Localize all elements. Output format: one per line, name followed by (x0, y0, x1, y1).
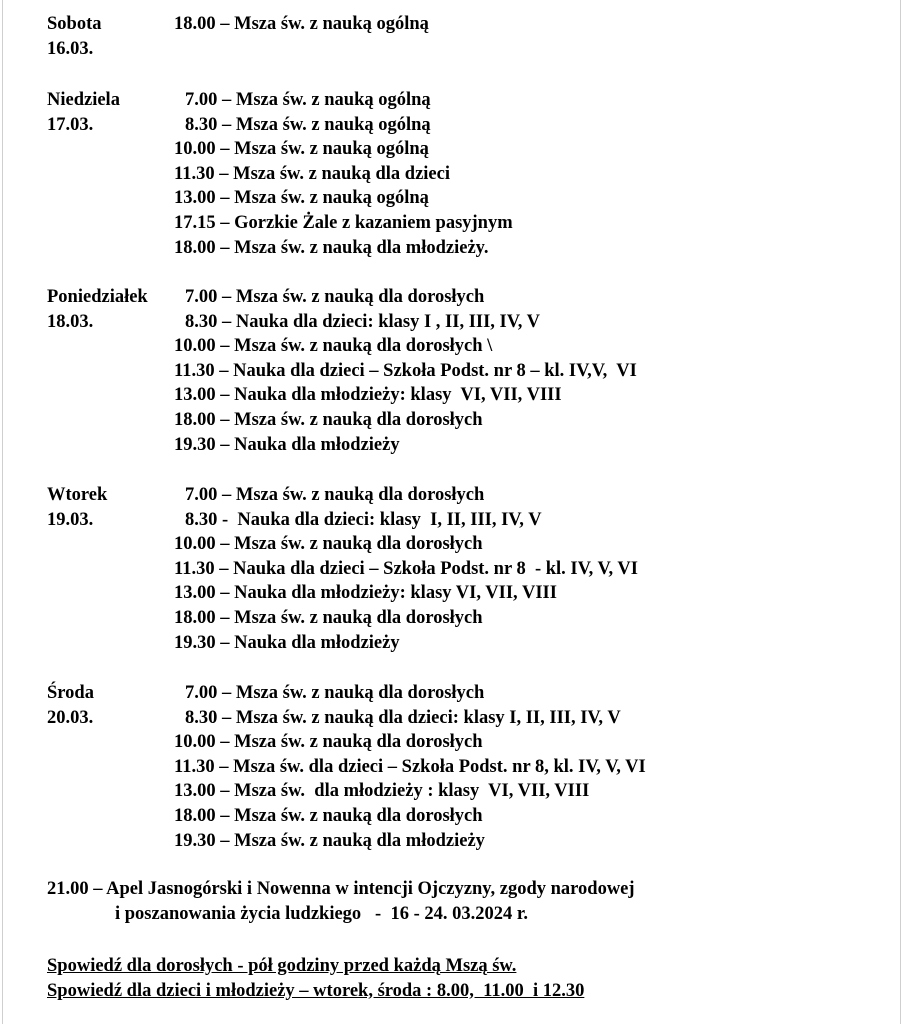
event-row (174, 383, 637, 408)
event-row (174, 755, 646, 780)
event-separator: – (217, 683, 236, 703)
day-date: 17.03. (47, 114, 94, 135)
event-time: 8.30 (185, 707, 218, 728)
event-row (174, 532, 638, 557)
event-time: 19.30 (174, 434, 216, 455)
event-row (174, 285, 637, 310)
event-text: Nauka dla dzieci: klasy I , II, III, IV, V (235, 311, 541, 332)
event-time: 18.00 (174, 409, 216, 430)
day-label (47, 285, 148, 334)
event-row (174, 113, 513, 138)
event-text: Msza św. z nauką dla młodzieży (234, 830, 485, 851)
event-row (174, 359, 637, 384)
event-separator: – (215, 385, 235, 406)
event-separator: – (215, 781, 235, 802)
event-time: 13.00 (174, 781, 216, 802)
event-row (174, 804, 646, 829)
day-name: Poniedziałek (47, 287, 148, 307)
day-name: Środa (47, 683, 94, 703)
event-time: 8.30 (185, 311, 218, 332)
event-time: 17.15 (174, 212, 216, 233)
event-text: Msza św. z nauką ogólną (234, 188, 429, 209)
event-text: Gorzkie Żale z kazaniem pasyjnym (234, 212, 513, 233)
event-row (174, 211, 513, 236)
event-time: 19.30 (174, 830, 216, 851)
event-time: 11.30 (174, 756, 215, 777)
event-time: 7.00 (185, 287, 218, 307)
event-separator: – (215, 434, 235, 455)
event-text: Msza św. dla młodzieży : klasy VI, VII, VIII (234, 781, 590, 802)
event-separator: – (215, 212, 235, 233)
event-text: Msza św. z nauką dla dorosłych (234, 732, 483, 753)
day-name: Sobota (47, 14, 102, 34)
event-row (174, 681, 646, 706)
event-row (174, 310, 637, 335)
event-row (174, 186, 513, 211)
event-separator: – (214, 558, 234, 579)
event-separator: – (215, 632, 235, 653)
event-separator: – (215, 14, 235, 34)
event-time: 11.30 (174, 163, 215, 184)
confession-adults: Spowiedź dla dorosłych - pół godziny przed każdą Mszą św. (47, 956, 517, 976)
event-time: 11.30 (174, 558, 215, 579)
event-time: 7.00 (185, 90, 218, 110)
event-row (174, 581, 638, 606)
event-time: 10.00 (174, 534, 216, 555)
event-row (174, 730, 646, 755)
event-text: Msza św. z nauką dla dzieci (233, 163, 450, 184)
day-date: 16.03. (47, 38, 94, 59)
event-time: 8.30 (185, 509, 218, 530)
event-time: 10.00 (174, 336, 216, 357)
event-separator: – (217, 90, 236, 110)
event-row (174, 12, 429, 37)
confession-children: Spowiedź dla dzieci i młodzieży – wtorek, środa : 8.00, 11.00 i 12.30 (47, 980, 585, 1001)
event-text: Msza św. z nauką dla młodzieży. (234, 237, 489, 258)
event-text: Msza św. z nauką ogólną (234, 139, 429, 160)
event-time: 8.30 (185, 114, 218, 135)
event-text: Msza św. z nauką dla dorosłych (235, 485, 485, 505)
day-date: 20.03. (47, 707, 94, 728)
event-row (174, 606, 638, 631)
event-text: Nauka dla dzieci: klasy I, II, III, IV, V (237, 509, 542, 530)
event-time: 18.00 (174, 237, 216, 258)
event-separator: – (215, 607, 235, 628)
event-text: Msza św. dla dzieci – Szkoła Podst. nr 8, kl. IV, V, VI (233, 756, 646, 777)
event-row (174, 483, 638, 508)
event-time: 10.00 (174, 732, 216, 753)
event-time: 13.00 (174, 583, 216, 604)
day-date: 18.03. (47, 311, 94, 332)
event-separator: – (217, 114, 236, 135)
day-label (47, 12, 102, 61)
event-separator: – (217, 311, 236, 332)
event-separator: – (215, 188, 235, 209)
confession-block (47, 954, 867, 1003)
event-time: 13.00 (174, 188, 216, 209)
event-time: 18.00 (174, 14, 216, 34)
event-text: Msza św. z nauką dla dorosłych (235, 287, 485, 307)
event-separator: – (215, 237, 235, 258)
event-time: 18.00 (174, 805, 216, 826)
event-list (174, 483, 638, 655)
event-text: Msza św. z nauką ogólną (235, 90, 431, 110)
event-text: Msza św. z nauką dla dzieci: klasy I, II, III, IV, V (235, 707, 621, 728)
day-label (47, 483, 107, 532)
event-list (174, 12, 429, 37)
event-separator: – (215, 732, 235, 753)
apel-line-2: i poszanowania życia ludzkiego - 16 - 24. 03.2024 r. (115, 903, 529, 924)
event-text: Msza św. z nauką dla dorosłych \ (234, 336, 493, 357)
event-row (174, 88, 513, 113)
event-list (174, 88, 513, 260)
event-separator: – (214, 756, 234, 777)
apel-line-1: 21.00 – Apel Jasnogórski i Nowenna w intencji Ojczyzny, zgody narodowej (47, 879, 635, 899)
event-text: Nauka dla młodzieży (234, 434, 400, 455)
event-time: 19.30 (174, 632, 216, 653)
event-row (174, 508, 638, 533)
event-time: 18.00 (174, 607, 216, 628)
event-separator: – (215, 534, 235, 555)
event-separator: – (215, 336, 235, 357)
event-row (174, 408, 637, 433)
event-text: Nauka dla młodzieży: klasy VI, VII, VIII (234, 583, 557, 604)
event-separator: – (214, 163, 234, 184)
day-label (47, 88, 120, 137)
page-edge-right (900, 0, 901, 1024)
event-text: Nauka dla dzieci – Szkoła Podst. nr 8 – kl. IV,V, VI (233, 360, 637, 381)
page-edge-left (2, 0, 3, 1024)
event-time: 7.00 (185, 683, 218, 703)
event-row (174, 162, 513, 187)
event-text: Nauka dla młodzieży (234, 632, 400, 653)
event-separator: - (217, 509, 238, 530)
event-separator: – (217, 707, 236, 728)
event-separator: – (215, 139, 235, 160)
day-name: Wtorek (47, 485, 108, 505)
event-text: Nauka dla młodzieży: klasy VI, VII, VIII (234, 385, 562, 406)
event-text: Msza św. z nauką dla dorosłych (234, 409, 483, 430)
event-row (174, 557, 638, 582)
event-text: Msza św. z nauką dla dorosłych (234, 534, 483, 555)
event-row (174, 779, 646, 804)
event-row (174, 236, 513, 261)
event-text: Nauka dla dzieci – Szkoła Podst. nr 8 - kl. IV, V, VI (233, 558, 638, 579)
event-separator: – (215, 805, 235, 826)
day-name: Niedziela (47, 90, 120, 110)
event-row (174, 334, 637, 359)
event-time: 7.00 (185, 485, 218, 505)
event-row (174, 137, 513, 162)
event-row (174, 829, 646, 854)
event-text: Msza św. z nauką ogólną (235, 114, 431, 135)
day-label (47, 681, 94, 730)
event-separator: – (217, 485, 236, 505)
event-time: 13.00 (174, 385, 216, 406)
event-row (174, 631, 638, 656)
day-date: 19.03. (47, 509, 94, 530)
event-text: Msza św. z nauką dla dorosłych (235, 683, 485, 703)
event-time: 10.00 (174, 139, 216, 160)
apel-block (47, 877, 867, 926)
event-text: Msza św. z nauką dla dorosłych (234, 607, 483, 628)
event-text: Msza św. z nauką dla dorosłych (234, 805, 483, 826)
event-separator: – (217, 287, 236, 307)
event-row (174, 706, 646, 731)
event-separator: – (215, 830, 235, 851)
event-list (174, 285, 637, 457)
event-row (174, 433, 637, 458)
event-list (174, 681, 646, 853)
event-separator: – (214, 360, 234, 381)
event-separator: – (215, 583, 235, 604)
event-text: Msza św. z nauką ogólną (234, 14, 429, 34)
event-separator: – (215, 409, 235, 430)
event-time: 11.30 (174, 360, 215, 381)
